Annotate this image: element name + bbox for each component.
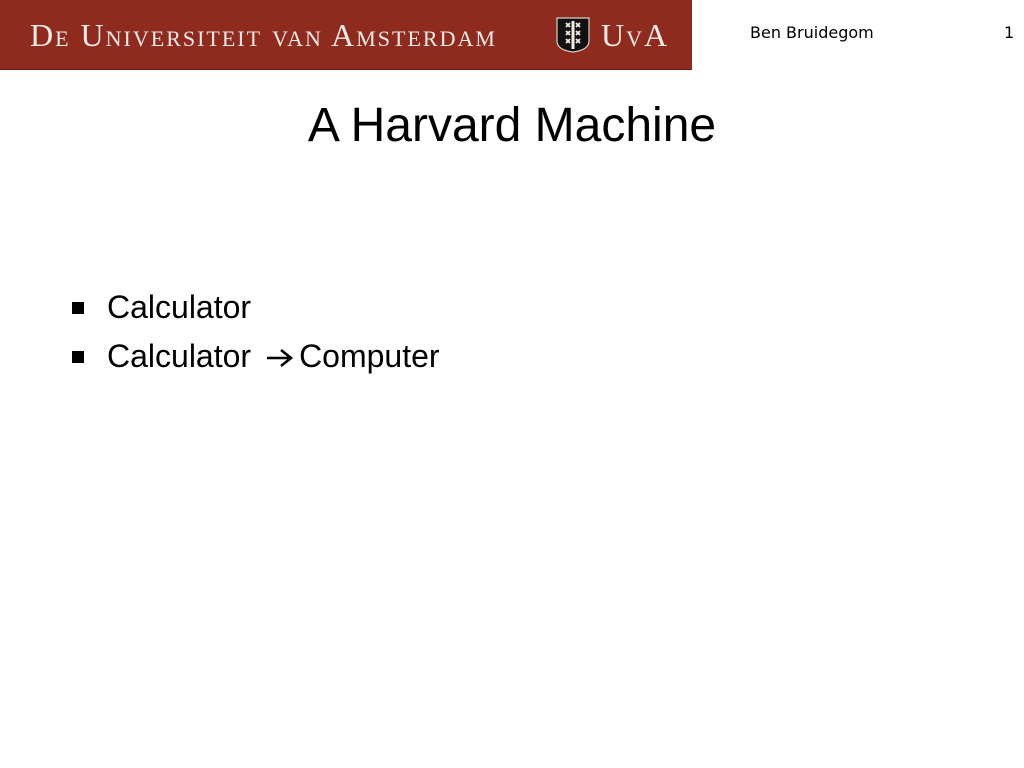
author-name: Ben Bruidegom	[750, 23, 874, 42]
bullet-text: Calculator	[107, 338, 252, 374]
page-number: 1	[1004, 23, 1015, 42]
bullet-text: Calculator	[107, 289, 252, 325]
bullet-suffix: Computer	[299, 338, 440, 374]
institution-abbrev: UvA	[601, 17, 670, 53]
university-banner	[0, 0, 692, 70]
right-arrow-icon	[265, 347, 295, 369]
institution-name: De Universiteit van Amsterdam	[30, 17, 497, 53]
square-bullet-icon	[72, 302, 84, 314]
square-bullet-icon	[72, 351, 84, 363]
uva-seal-icon	[556, 17, 590, 53]
bullet-line	[107, 336, 440, 376]
slide-title: A Harvard Machine	[307, 99, 717, 152]
